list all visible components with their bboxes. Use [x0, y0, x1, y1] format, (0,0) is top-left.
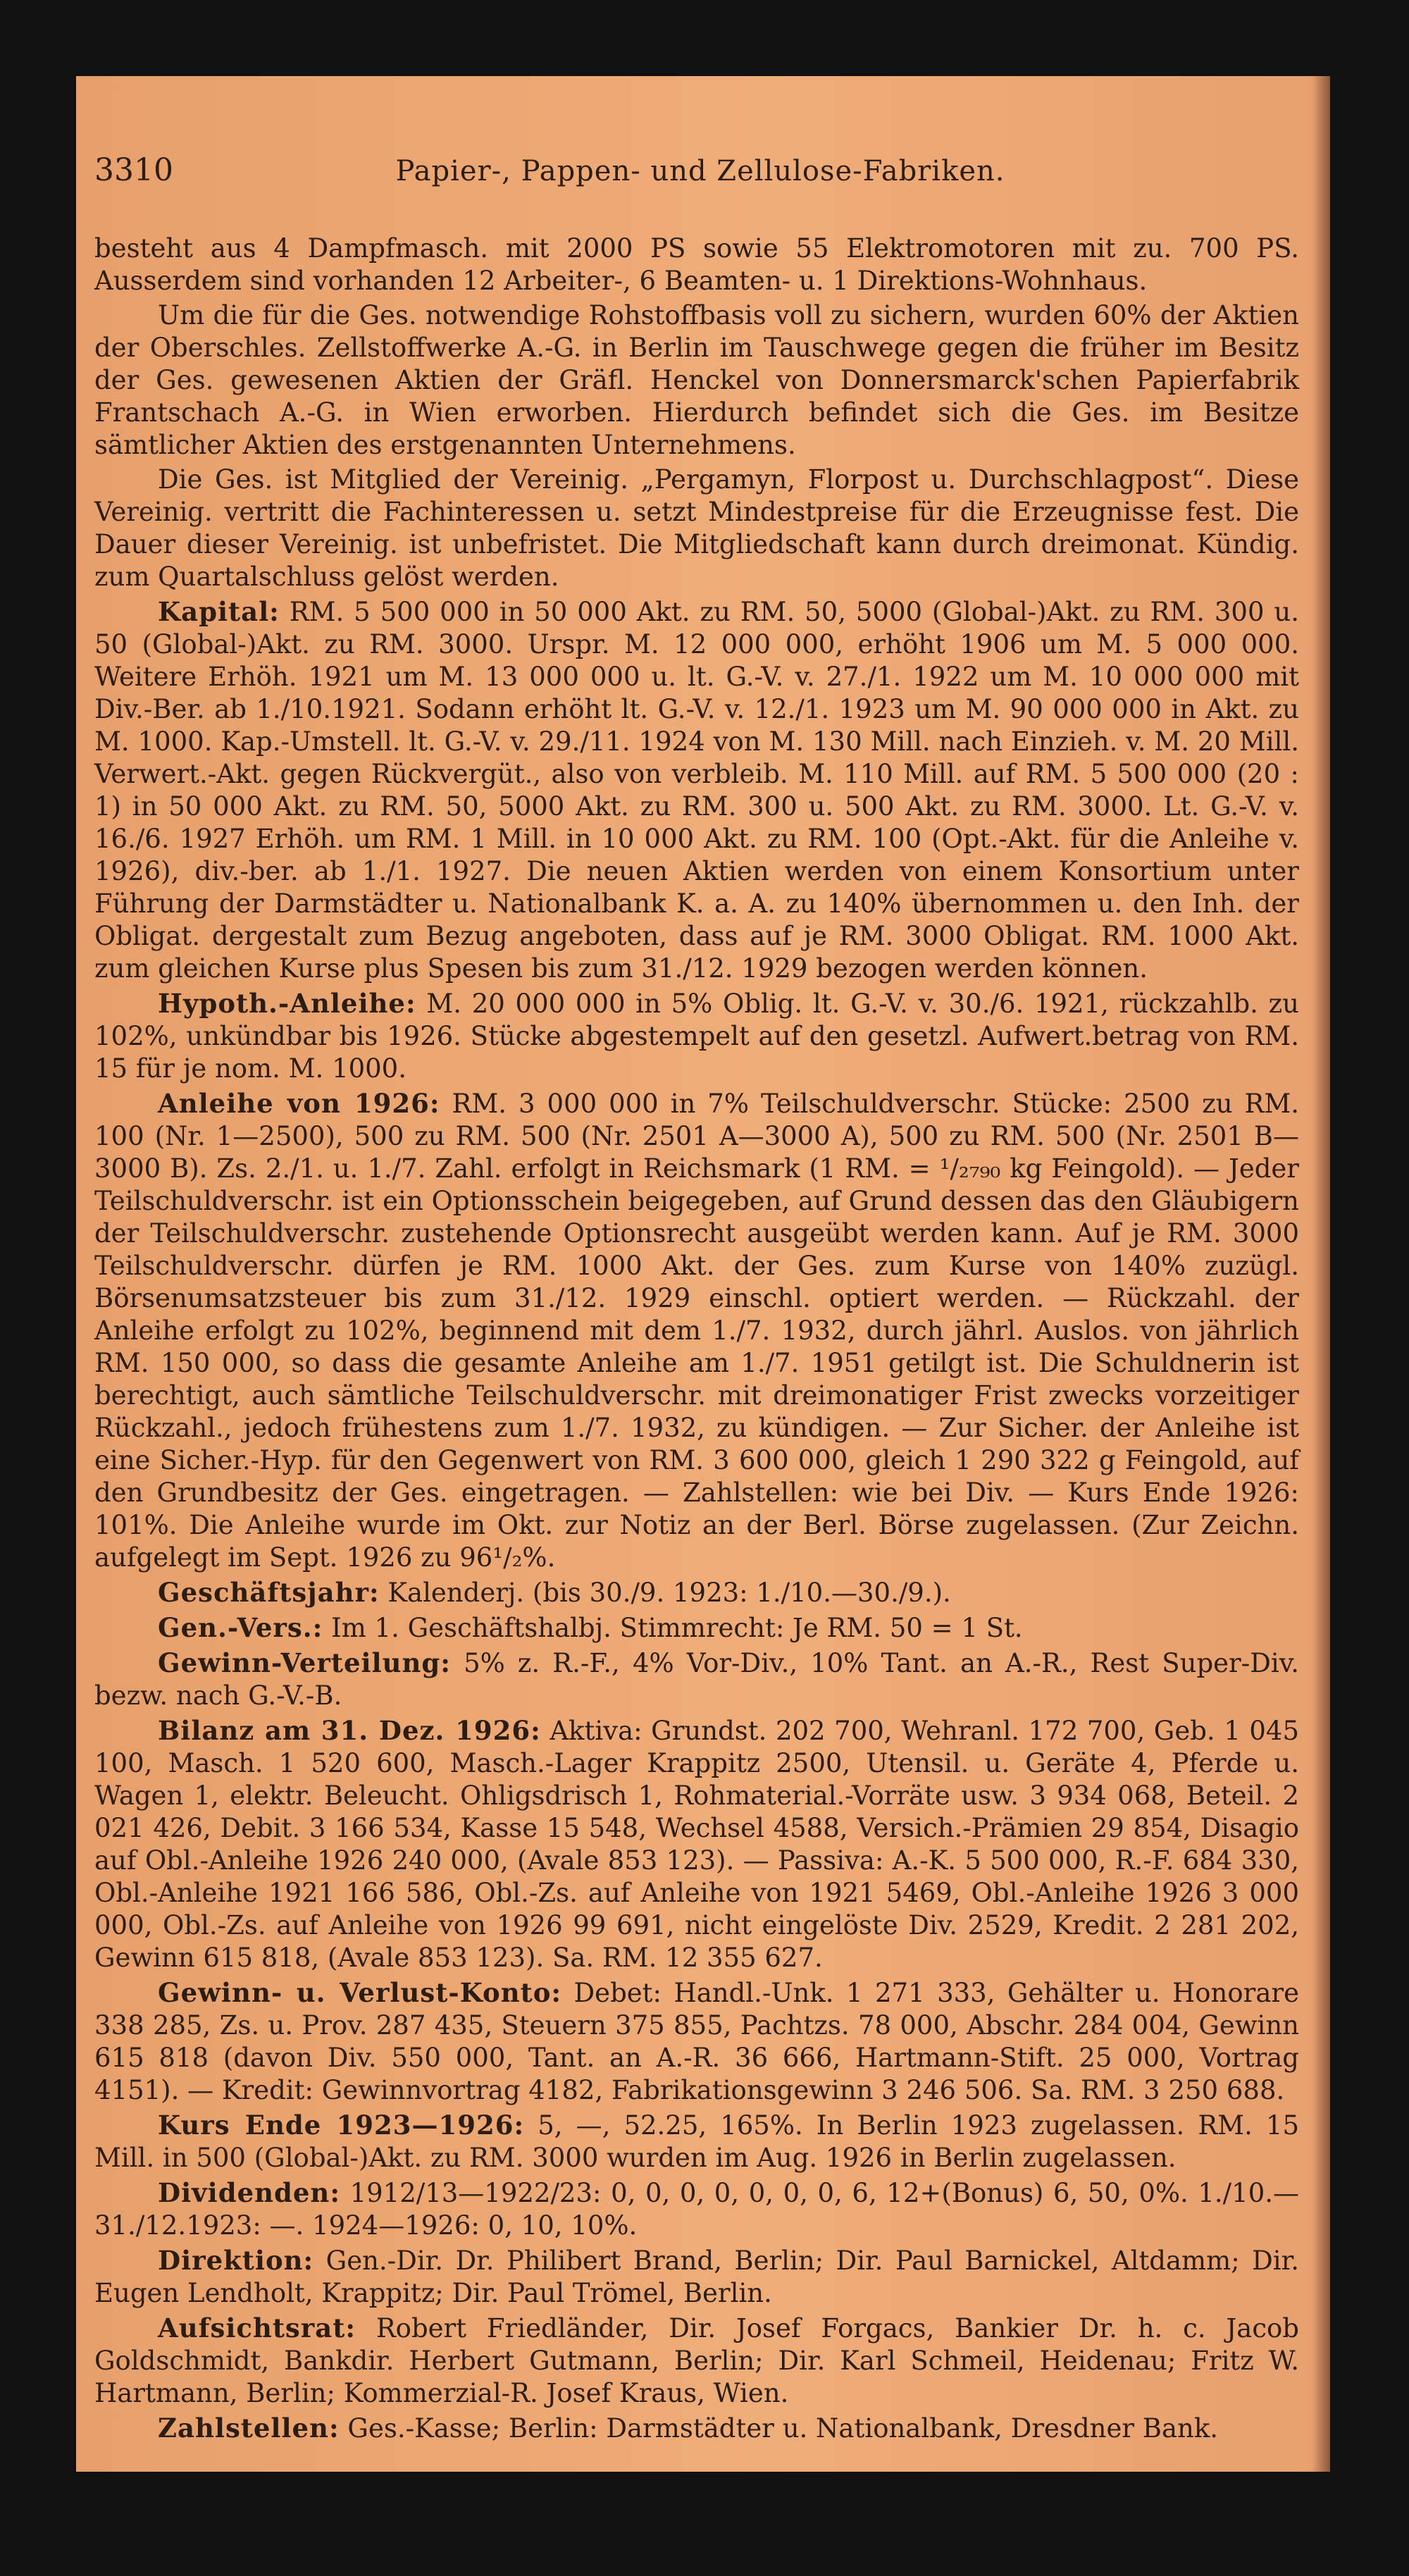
paragraph-anleihe-1926: Anleihe von 1926: RM. 3 000 000 in 7% Teilschuldverschr. Stücke: 2500 zu RM. 100 (Nr. 1—2500), 500 zu RM. 500 (Nr. 2501 A—3000 A), 500 zu RM. 500 (Nr. 2501 B—3000 B). Zs. 2./1. u. 1./7. Zahl. erfolgt in Reichsmark (1 RM. = ¹/₂₇₉₀ kg Feingold). — Jeder Teilschuldverschr. ist ein Optionsschein beigegeben, auf Grund dessen das den Gläubigern der Teilschuldverschr. zustehende Optionsrecht ausgeübt werden kann. Auf je RM. 3000 Teilschuldverschr. dürfen je RM. 1000 Akt. der Ges. zum Kurse von 140% zuzügl. Börsenumsatzsteuer bis zum 31./12. 1929 einschl. optiert werden. — Rückzahl. der Anleihe erfolgt zu 102%, beginnend mit dem 1./7. 1932, durch jährl. Auslos. von jährlich RM. 150 000, so dass die gesamte Anleihe am 1./7. 1951 getilgt ist. Die Schuldnerin ist berechtigt, auch sämtliche Teilschuldverschr. mit dreimonatiger Frist zwecks vorzeitiger Rückzahl., jedoch frühestens zum 1./7. 1932, zu kündigen. — Zur Sicher. der Anleihe ist eine Sicher.-Hyp. für den Gegenwert von RM. 3 600 000, gleich 1 290 322 g Feingold, auf den Grundbesitz der Ges. eingetragen. — Zahlstellen: wie bei Div. — Kurs Ende 1926: 101%. Die Anleihe wurde im Okt. zur Notiz an der Berl. Börse zugelassen. (Zur Zeichn. aufgelegt im Sept. 1926 zu 96¹/₂%. [94, 1088, 1299, 1573]
section-label: Kapital: [158, 596, 280, 627]
paragraph-hypoth-anleihe: Hypoth.-Anleihe: M. 20 000 000 in 5% Oblig. lt. G.-V. v. 30./6. 1921, rückzahlb. zu 102%, unkündbar bis 1926. Stücke abgestempelt auf den gesetzl. Aufwert.betrag von RM. 15 für je nom. M. 1000. [94, 988, 1299, 1084]
paragraph-kapital: Kapital: RM. 5 500 000 in 50 000 Akt. zu RM. 50, 5000 (Global-)Akt. zu RM. 300 u. 50 (Global-)Akt. zu RM. 3000. Urspr. M. 12 000 000, erhöht 1906 um M. 5 000 000. Weitere Erhöh. 1921 um M. 13 000 000 u. lt. G.-V. v. 27./1. 1922 um M. 10 000 000 mit Div.-Ber. ab 1./10.1921. Sodann erhöht lt. G.-V. v. 12./1. 1923 um M. 90 000 000 in Akt. zu M. 1000. Kap.-Umstell. lt. G.-V. v. 29./11. 1924 von M. 130 Mill. nach Einzieh. v. M. 20 Mill. Verwert.-Akt. gegen Rückvergüt., also von verbleib. M. 110 Mill. auf RM. 5 500 000 (20 : 1) in 50 000 Akt. zu RM. 50, 5000 Akt. zu RM. 300 u. 500 Akt. zu RM. 3000. Lt. G.-V. v. 16./6. 1927 Erhöh. um RM. 1 Mill. in 10 000 Akt. zu RM. 100 (Opt.-Akt. für die Anleihe v. 1926), div.-ber. ab 1./1. 1927. Die neuen Aktien werden von einem Konsortium unter Führung der Darmstädter u. Nationalbank K. a. A. zu 140% übernommen u. den Inh. der Obligat. dergestalt zum Bezug angeboten, dass auf je RM. 3000 Obligat. RM. 1000 Akt. zum gleichen Kurse plus Spesen bis zum 31./12. 1929 bezogen werden können. [94, 596, 1299, 984]
paragraph-aufsichtsrat: Aufsichtsrat: Robert Friedländer, Dir. Josef Forgacs, Bankier Dr. h. c. Jacob Goldschmidt, Bankdir. Herbert Gutmann, Berlin; Dir. Karl Schmeil, Heidenau; Fritz W. Hartmann, Berlin; Kommerzial-R. Josef Kraus, Wien. [94, 2312, 1299, 2408]
section-label: Aufsichtsrat: [158, 2312, 356, 2343]
section-label: Gewinn- u. Verlust-Konto: [158, 1977, 562, 2008]
page-header [94, 152, 1306, 194]
paragraph-geschaeftsjahr: Geschäftsjahr: Kalenderj. (bis 30./9. 1923: 1./10.—30./9.). [158, 1577, 951, 1608]
body-text [94, 233, 1299, 2447]
section-label: Direktion: [158, 2245, 314, 2276]
page-number: 3310 [94, 152, 173, 188]
paragraph-gewinn-verlust-konto: Gewinn- u. Verlust-Konto: Debet: Handl.-Unk. 1 271 333, Gehälter u. Honorare 338 285, Zs. u. Prov. 287 435, Steuern 375 855, Pachtzs. 78 000, Abschr. 284 004, Gewinn 615 818 (davon Div. 550 000, Tant. an A.-R. 36 666, Hartmann-Stift. 25 000, Vortrag 4151). — Kredit: Gewinnvortrag 4182, Fabrikationsgewinn 3 246 506. Sa. RM. 3 250 688. [94, 1977, 1299, 2105]
paragraph-equipment: besteht aus 4 Dampfmasch. mit 2000 PS sowie 55 Elektromotoren mit zu. 700 PS. Ausserdem sind vorhanden 12 Arbeiter-, 6 Beamten- u. 1 Direktions-Wohnhaus. [94, 233, 1299, 296]
section-label: Gen.-Vers.: [158, 1612, 323, 1643]
running-title: Papier-, Pappen- und Zellulose-Fabriken. [395, 155, 1005, 187]
paragraph-dividenden: Dividenden: 1912/13—1922/23: 0, 0, 0, 0, 0, 0, 0, 6, 12+(Bonus) 6, 50, 0%. 1./10.—31./12.1923: —. 1924—1926: 0, 10, 10%. [94, 2177, 1299, 2241]
section-label: Kurs Ende 1923—1926: [158, 2110, 525, 2141]
section-label: Hypoth.-Anleihe: [158, 988, 416, 1019]
paragraph-gewinn-verteilung: Gewinn-Verteilung: 5% z. R.-F., 4% Vor-Div., 10% Tant. an A.-R., Rest Super-Div. bezw. nach G.-V.-B. [94, 1647, 1299, 1711]
paragraph-kurs: Kurs Ende 1923—1926: 5, —, 52.25, 165%. In Berlin 1923 zugelassen. RM. 15 Mill. in 500 (Global-)Akt. zu RM. 3000 wurden im Aug. 1926 in Berlin zugelassen. [94, 2110, 1299, 2173]
section-label: Zahlstellen: [158, 2413, 340, 2444]
section-label: Gewinn-Verteilung: [158, 1647, 451, 1678]
paragraph-zahlstellen: Zahlstellen: Ges.-Kasse; Berlin: Darmstädter u. Nationalbank, Dresdner Bank. [158, 2413, 1219, 2444]
paragraph-bilanz: Bilanz am 31. Dez. 1926: Aktiva: Grundst. 202 700, Wehranl. 172 700, Geb. 1 045 100, Masch. 1 520 600, Masch.-Lager Krappitz 2500, Utensil. u. Geräte 4, Pferde u. Wagen 1, elektr. Beleucht. Ohligsdrisch 1, Rohmaterial.-Vorräte usw. 3 934 068, Beteil. 2 021 426, Debit. 3 166 534, Kasse 15 548, Wechsel 4588, Versich.-Prämien 29 854, Disagio auf Obl.-Anleihe 1926 240 000, (Avale 853 123). — Passiva: A.-K. 5 500 000, R.-F. 684 330, Obl.-Anleihe 1921 166 586, Obl.-Zs. auf Anleihe von 1921 5469, Obl.-Anleihe 1926 3 000 000, Obl.-Zs. auf Anleihe von 1926 99 691, nicht eingelöste Div. 2529, Kredit. 2 281 202, Gewinn 615 818, (Avale 853 123). Sa. RM. 12 355 627. [94, 1715, 1300, 1973]
section-label: Geschäftsjahr: [158, 1577, 380, 1608]
section-label: Anleihe von 1926: [158, 1088, 440, 1119]
section-label: Dividenden: [158, 2177, 340, 2208]
paragraph-raw-material-basis: Um die für die Ges. notwendige Rohstoffbasis voll zu sichern, wurden 60% der Aktien der Oberschles. Zellstoffwerke A.-G. in Berlin im Tauschwege gegen die früher im Besitz der Ges. gewesenen Aktien der Gräfl. Henckel von Donnersmarck'schen Papierfabrik Frantschach A.-G. in Wien erworben. Hierdurch befindet sich die Ges. im Besitze sämtlicher Aktien des erstgenannten Unternehmens. [94, 300, 1299, 460]
paragraph-direktion: Direktion: Gen.-Dir. Dr. Philibert Brand, Berlin; Dir. Paul Barnickel, Altdamm; Dir. Eugen Lendholt, Krappitz; Dir. Paul Trömel, Berlin. [94, 2245, 1299, 2308]
paragraph-gen-vers: Gen.-Vers.: Im 1. Geschäftshalbj. Stimmrecht: Je RM. 50 = 1 St. [158, 1612, 1023, 1643]
document-page [76, 76, 1330, 2472]
section-label: Bilanz am 31. Dez. 1926: [158, 1715, 541, 1746]
paragraph-association: Die Ges. ist Mitglied der Vereinig. „Pergamyn, Florpost u. Durchschlagpost“. Diese Vereinig. vertritt die Fachinteressen u. setzt Mindestpreise für die Erzeugnisse fest. Die Dauer dieser Vereinig. ist unbefristet. Die Mitgliedschaft kann durch dreimonat. Kündig. zum Quartalschluss gelöst werden. [94, 464, 1299, 592]
